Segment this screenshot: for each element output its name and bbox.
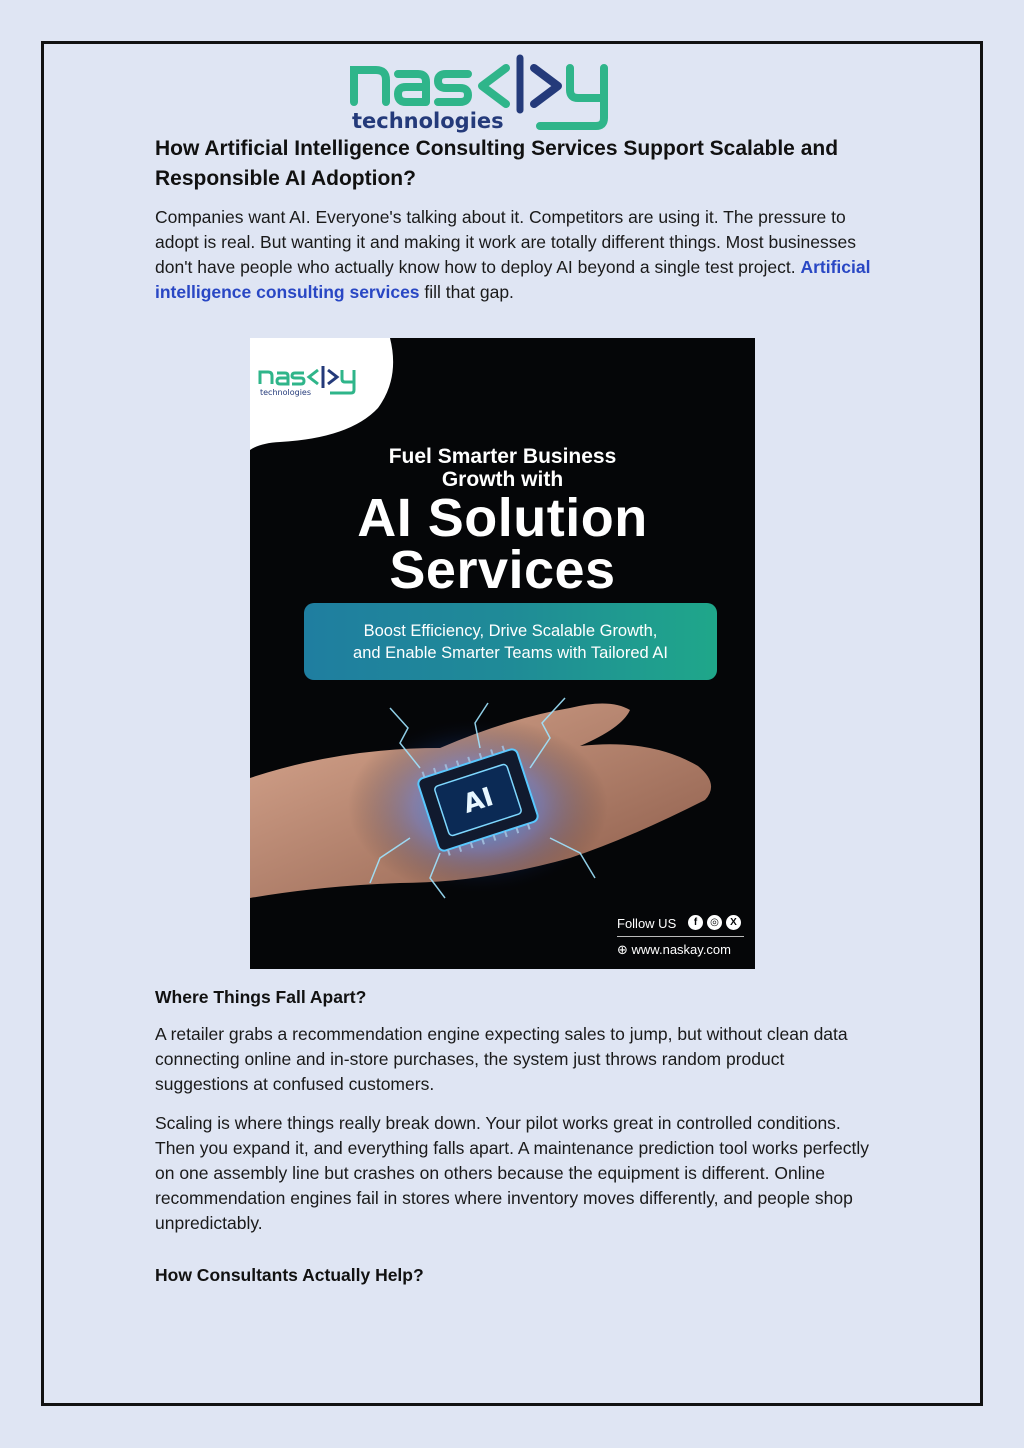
poster-logo — [258, 362, 358, 398]
article-title: How Artificial Intelligence Consulting Services Support Scalable and Responsible AI Adoption? — [155, 137, 839, 190]
poster-headline-big2: Services — [389, 540, 616, 600]
section-heading-consultants: How Consultants Actually Help? — [155, 1265, 424, 1285]
facebook-icon: f — [688, 915, 703, 930]
website-text: www.naskay.com — [631, 942, 731, 957]
retailer-paragraph: A retailer grabs a recommendation engine expecting sales to jump, but without clean data connecting online and in-store purchases, the system just throws random product suggestions at confused customers. — [155, 1024, 848, 1094]
intro-paragraph — [155, 205, 875, 305]
instagram-icon: ◎ — [707, 915, 722, 930]
poster-headline-big1: AI Solution — [357, 488, 648, 548]
naskay-logo — [350, 52, 616, 134]
follow-divider — [617, 936, 744, 937]
intro-text: Companies want AI. Everyone's talking about it. Competitors are using it. The pressure to adopt is real. But wanting it and making it work are totally different things. Most businesses don't have people who actually know how to deploy AI beyond a single test project. — [155, 207, 857, 277]
x-icon: X — [726, 915, 741, 930]
consulting-services-link[interactable]: Artificial intelligence consulting services — [155, 257, 871, 302]
globe-icon: ⊕ — [617, 942, 628, 957]
poster-banner — [304, 603, 717, 680]
follow-label: Follow US — [617, 916, 677, 931]
scaling-paragraph: Scaling is where things really break down. Your pilot works great in controlled conditions. Then you expand it, and everything falls apart. A maintenance prediction tool works perfectly on one assembly line but crashes on others because the equipment is different. Online recommendation engines fail in stores where inventory moves differently, and people shop unpredictably. — [155, 1113, 870, 1233]
chip-label: AI — [459, 782, 498, 820]
poster-headline-line1: Fuel Smarter Business — [388, 445, 617, 468]
poster-headline-line2: Growth with — [441, 468, 564, 491]
section-heading-fall-apart: Where Things Fall Apart? — [155, 987, 367, 1007]
ai-solution-poster — [250, 338, 755, 969]
logo-tagline: technologies — [352, 109, 504, 133]
poster-website — [617, 942, 731, 958]
intro-tail: fill that gap. — [424, 282, 514, 302]
banner-line2: and Enable Smarter Teams with Tailored AI — [353, 644, 668, 662]
poster-logo-tagline: technologies — [260, 388, 311, 397]
banner-line1: Boost Efficiency, Drive Scalable Growth, — [363, 622, 658, 640]
